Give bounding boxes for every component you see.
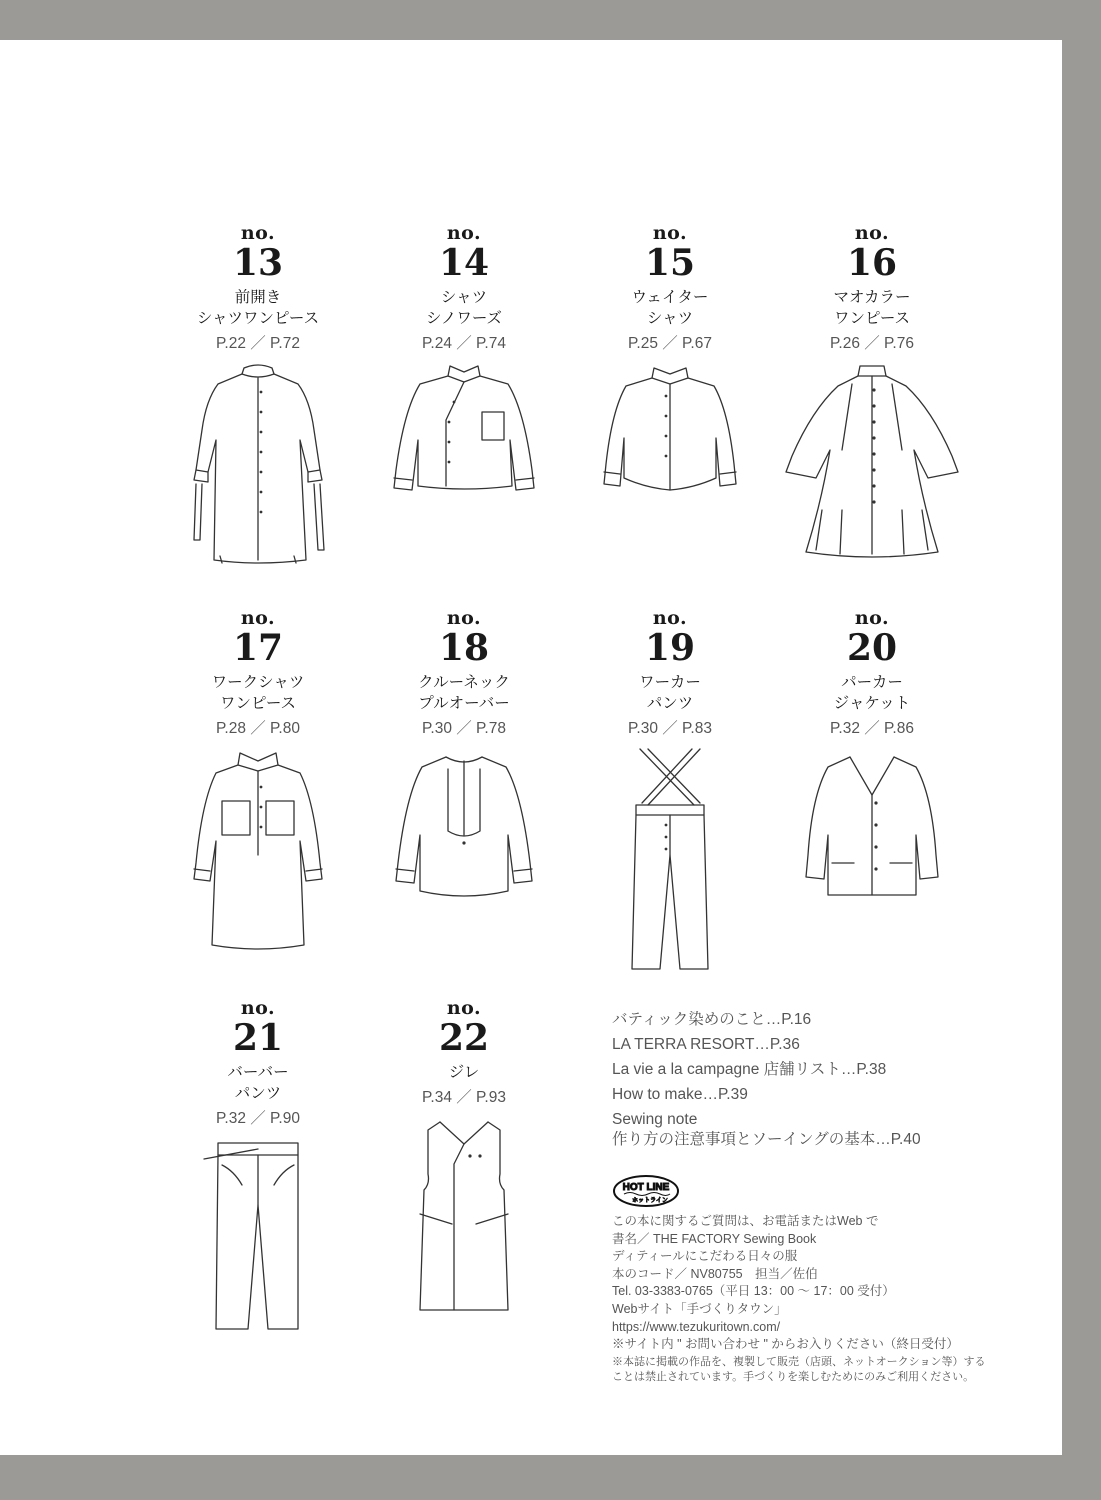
item-pages: P.32 ／ P.86: [830, 720, 914, 737]
item-number: 21: [232, 1017, 284, 1059]
item-no-label: no.: [446, 222, 482, 244]
item-number: 19: [644, 627, 696, 669]
gilet-icon: [384, 1114, 544, 1314]
item-pages: P.30 ／ P.78: [422, 720, 506, 737]
item-no-label: no.: [652, 607, 688, 629]
item-16: [772, 223, 972, 560]
item-no-label: no.: [446, 997, 482, 1019]
item-name: ウェイター シャツ: [631, 288, 709, 327]
worker-pants-icon: [590, 745, 750, 973]
website-link[interactable]: https://www.tezukuritown.com/: [612, 1319, 781, 1334]
item-21: [158, 998, 358, 1335]
item-number: 13: [232, 242, 284, 284]
item-15: [570, 223, 770, 500]
hotline-icon: [612, 1174, 680, 1208]
item-number: 15: [644, 242, 696, 284]
contents-item: Sewing note: [612, 1111, 698, 1128]
item-name: ジレ: [448, 1063, 480, 1081]
item-name: 前開き シャツワンピース: [196, 288, 320, 327]
shirt-dress-icon: [178, 360, 338, 565]
item-13: [158, 223, 358, 565]
chinois-shirt-icon: [384, 360, 544, 500]
inquiry-info: この本に関するご質問は、お電話またはWeb で 書名／ THE FACTORY Sewing Book ディティールにこだわる日々の服 本のコード／ NV80755 担当／佐伯 Tel. 03-3383-0765（平日 13：00 〜 17：00 受付） Webサイト「手づくりタウン」 https://www.tezukuritown.com/ ※サイト内 " お問い合わせ " からお入りください（終日受付）: [612, 1213, 1032, 1354]
catalog-page: [0, 40, 1062, 1455]
contents-item: バティック染めのこと…P.16: [612, 1011, 812, 1028]
item-pages: P.30 ／ P.83: [628, 720, 712, 737]
item-no-label: no.: [240, 607, 276, 629]
barber-pants-icon: [178, 1135, 338, 1335]
item-name: ワークシャツ ワンピース: [211, 673, 305, 712]
item-name: シャツ シノワーズ: [425, 288, 503, 327]
parka-jacket-icon: [792, 745, 952, 905]
item-18: [364, 608, 564, 905]
item-14: [364, 223, 564, 500]
item-22: [364, 998, 564, 1314]
item-pages: P.32 ／ P.90: [216, 1110, 300, 1127]
contents-item: La vie a la campagne 店舗リスト…P.38: [612, 1061, 887, 1078]
item-no-label: no.: [854, 607, 890, 629]
item-name: パーカー ジャケット: [833, 673, 911, 712]
item-number: 17: [232, 627, 284, 669]
contents-list: [612, 1010, 1012, 1155]
item-name: バーバー パンツ: [227, 1063, 289, 1102]
contents-item: 作り方の注意事項とソーイングの基本…P.40: [612, 1131, 921, 1148]
item-number: 16: [846, 242, 898, 284]
contents-item: LA TERRA RESORT…P.36: [612, 1036, 800, 1053]
item-no-label: no.: [854, 222, 890, 244]
item-pages: P.24 ／ P.74: [422, 335, 506, 352]
contents-item: How to make…P.39: [612, 1086, 748, 1103]
waiter-shirt-icon: [590, 360, 750, 500]
item-pages: P.34 ／ P.93: [422, 1089, 506, 1106]
item-19: [570, 608, 770, 973]
item-name: クルーネック プルオーバー: [418, 673, 510, 712]
item-20: [772, 608, 972, 905]
work-shirt-dress-icon: [178, 745, 338, 955]
hotline-label: HOT LINE: [622, 1182, 670, 1193]
copyright-notice: ※本誌に掲載の作品を、複製して販売（店頭、ネットオークション等）する ことは禁止されています。手づくりを楽しむためにのみご利用ください。: [612, 1356, 986, 1383]
item-17: [158, 608, 358, 955]
mao-collar-dress-icon: [782, 360, 962, 560]
item-pages: P.22 ／ P.72: [216, 335, 300, 352]
item-name: マオカラー ワンピース: [833, 288, 911, 327]
item-no-label: no.: [446, 607, 482, 629]
item-pages: P.26 ／ P.76: [830, 335, 914, 352]
item-number: 20: [846, 627, 898, 669]
item-name: ワーカー パンツ: [639, 673, 701, 712]
item-no-label: no.: [240, 997, 276, 1019]
item-pages: P.28 ／ P.80: [216, 720, 300, 737]
item-pages: P.25 ／ P.67: [628, 335, 712, 352]
crew-neck-pullover-icon: [384, 745, 544, 905]
hotline-logo: [612, 1174, 680, 1208]
item-no-label: no.: [240, 222, 276, 244]
item-number: 18: [438, 627, 490, 669]
item-number: 22: [438, 1017, 490, 1059]
item-number: 14: [438, 242, 490, 284]
hotline-sub: ホットライン: [632, 1197, 668, 1204]
item-no-label: no.: [652, 222, 688, 244]
